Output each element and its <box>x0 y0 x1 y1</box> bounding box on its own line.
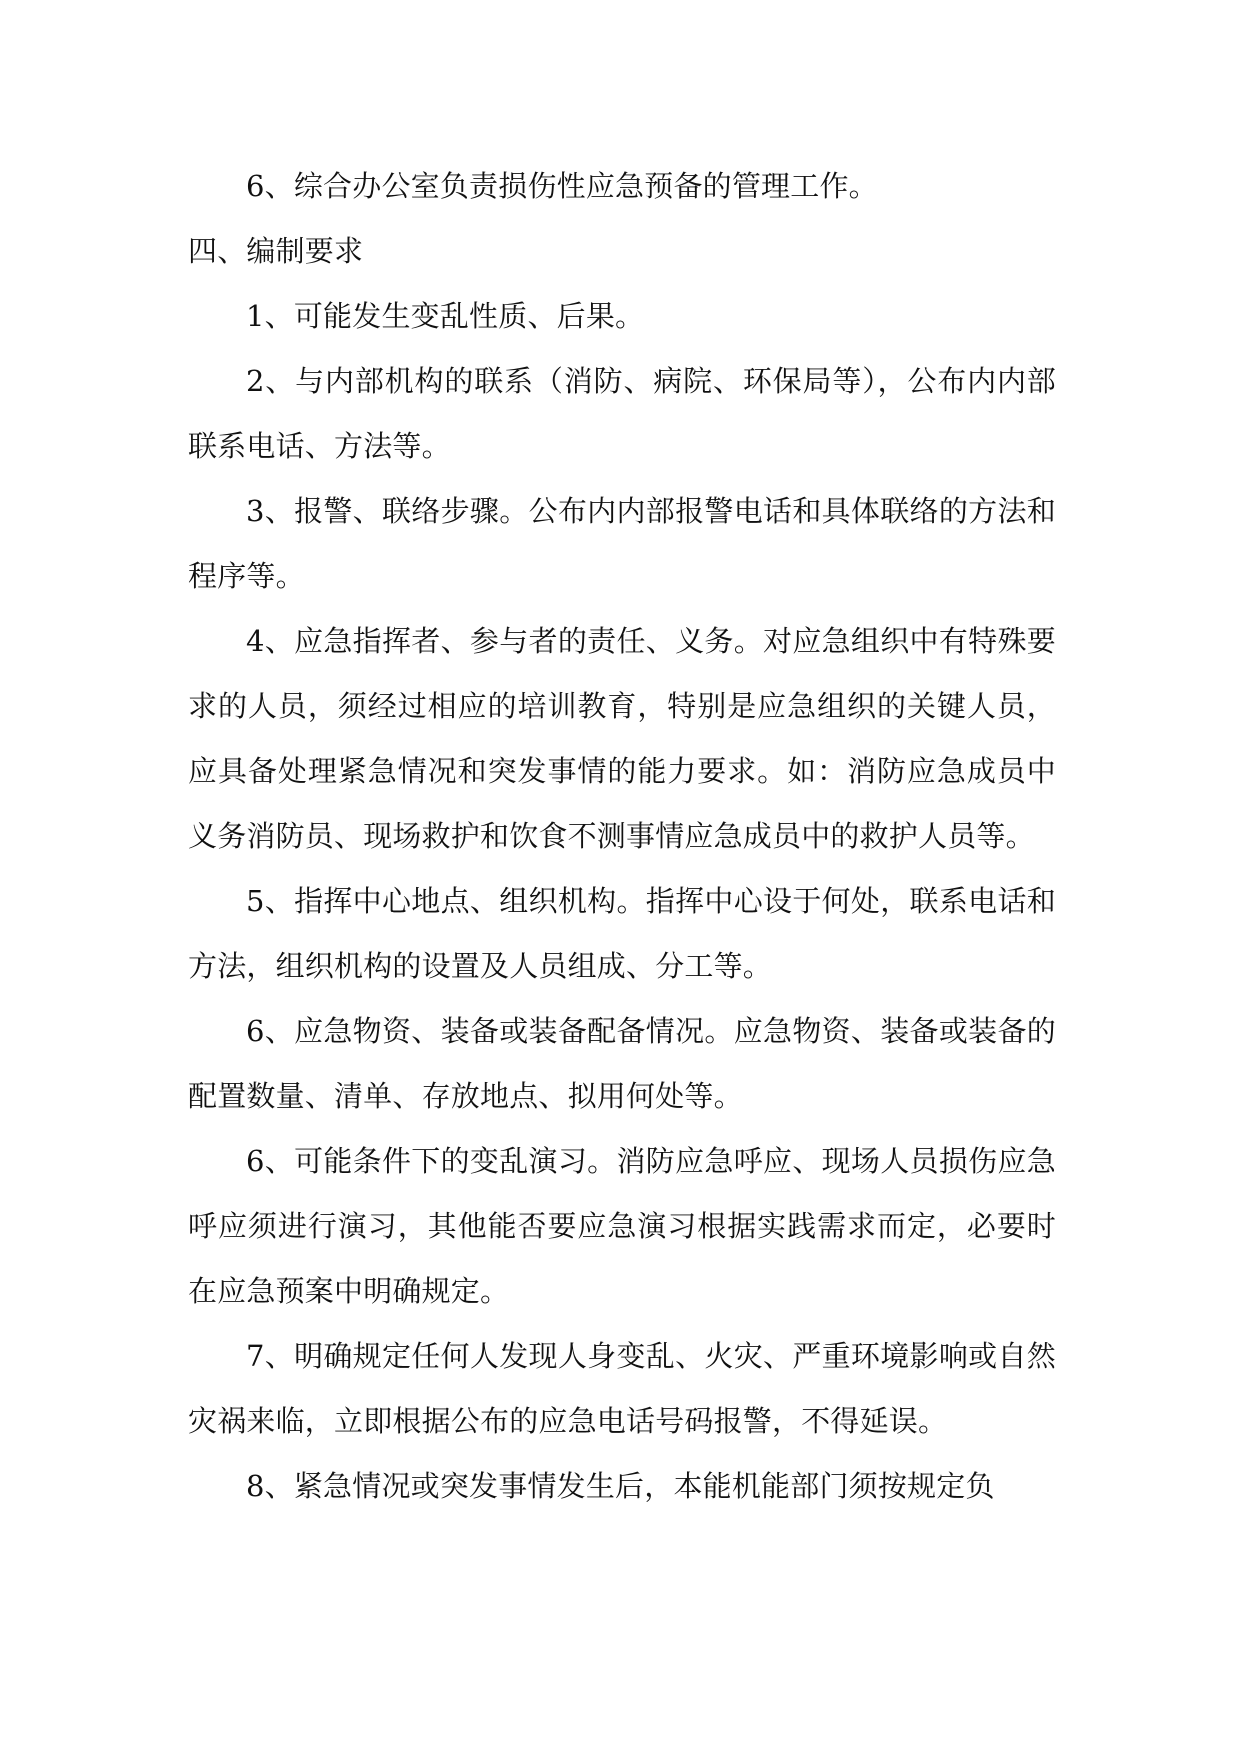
paragraph-office-responsibility: 6、综合办公室负责损伤性应急预备的管理工作。 <box>246 169 878 203</box>
paragraph-item-3: 3、报警、联络步骤。公布内内部报警电话和具体联络的方法和程序等。 <box>188 494 1056 593</box>
section-heading-compilation-requirements: 四、编制要求 <box>188 234 364 268</box>
paragraph-item-2: 2、与内部机构的联系（消防、病院、环保局等），公布内内部联系电话、方法等。 <box>188 364 1056 463</box>
paragraph-item-6b: 6、可能条件下的变乱演习。消防应急呼应、现场人员损伤应急呼应须进行演习，其他能否要应急演习根据实践需求而定，必要时在应急预案中明确规定。 <box>188 1144 1056 1308</box>
paragraph-item-1: 1、可能发生变乱性质、后果。 <box>246 299 645 333</box>
paragraph-item-8: 8、紧急情况或突发事情发生后，本能机能部门须按规定负 <box>246 1469 995 1503</box>
paragraph-item-6a: 6、应急物资、装备或装备配备情况。应急物资、装备或装备的配置数量、清单、存放地点、拟用何处等。 <box>188 1014 1056 1113</box>
paragraph-item-7: 7、明确规定任何人发现人身变乱、火灾、严重环境影响或自然灾祸来临，立即根据公布的应急电话号码报警，不得延误。 <box>188 1339 1056 1438</box>
paragraph-item-5: 5、指挥中心地点、组织机构。指挥中心设于何处，联系电话和方法，组织机构的设置及人员组成、分工等。 <box>188 884 1056 983</box>
paragraph-item-4: 4、应急指挥者、参与者的责任、义务。对应急组织中有特殊要求的人员，须经过相应的培训教育，特别是应急组织的关键人员，应具备处理紧急情况和突发事情的能力要求。如：消防应急成员中义务消防员、现场救护和饮食不测事情应急成员中的救护人员等。 <box>188 624 1056 853</box>
document-body <box>188 154 1056 1519</box>
